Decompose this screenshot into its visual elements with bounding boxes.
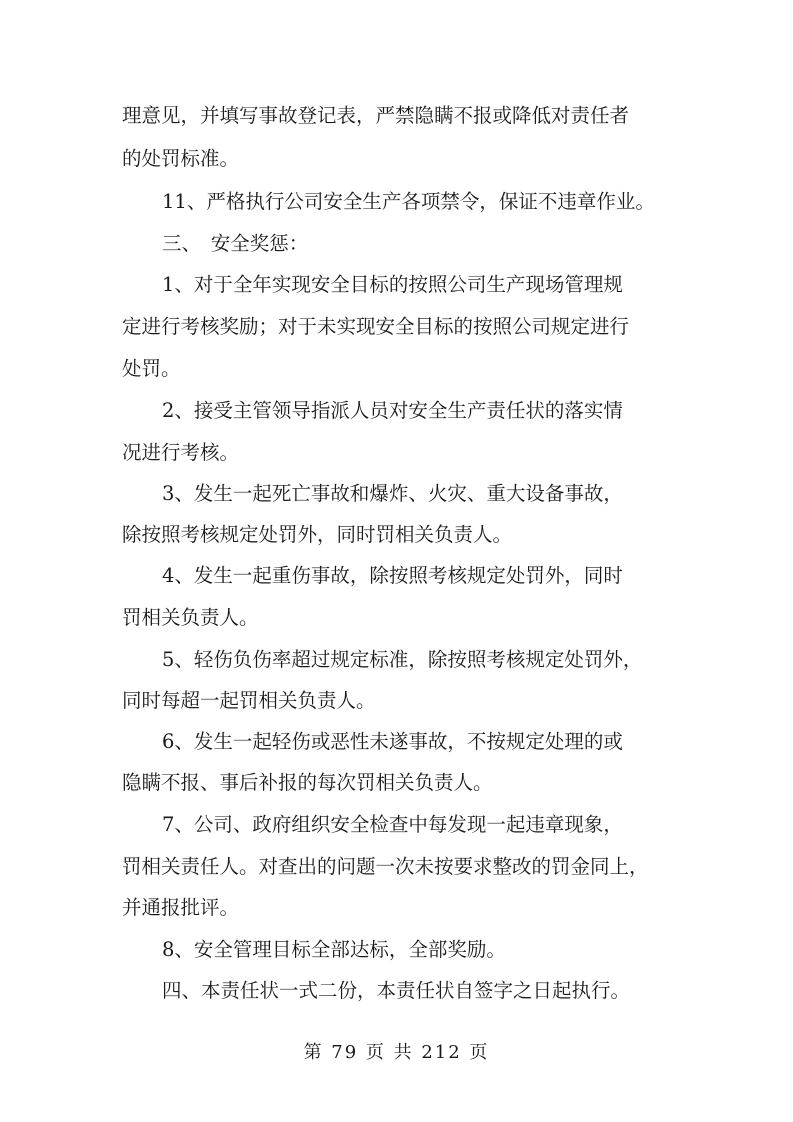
body-text-line: 并通报批评。 [122,896,240,919]
body-text-line: 2、接受主管领导指派人员对安全生产责任状的落实情 [162,399,623,422]
body-text-line: 的处罚标准。 [122,147,240,170]
body-text-line: 四、本责任状一式二份，本责任状自签字之日起执行。 [162,979,631,1002]
body-text-line: 同时每超一起罚相关负责人。 [122,689,376,712]
body-text-line: 1、对于全年实现安全目标的按照公司生产现场管理规 [162,273,623,296]
body-text-line: 3、发生一起死亡事故和爆炸、火灾、重大设备事故， [162,482,623,505]
body-text-line: 定进行考核奖励；对于未实现安全目标的按照公司规定进行 [122,315,630,338]
page-number-footer: 第 79 页 共 212 页 [303,1042,490,1063]
body-text-line: 5、轻伤负伤率超过规定标准，除按照考核规定处罚外， [162,648,643,671]
body-text-line: 7、公司、政府组织安全检查中每发现一起违章现象， [162,813,623,836]
body-text-line: 罚相关负责人。 [122,606,259,629]
body-text-line: 8、安全管理目标全部达标，全部奖励。 [162,938,506,961]
section-heading: 三、 安全奖惩： [162,232,309,255]
body-text-line: 况进行考核。 [122,441,240,464]
body-text-line: 罚相关责任人。对查出的问题一次未按要求整改的罚金同上， [122,855,649,878]
body-text-line: 处罚。 [122,357,181,380]
body-text-line: 11、严格执行公司安全生产各项禁令，保证不违章作业。 [162,190,655,213]
body-text-line: 4、发生一起重伤事故，除按照考核规定处罚外，同时 [162,564,623,587]
body-text-line: 隐瞒不报、事后补报的每次罚相关负责人。 [122,771,493,794]
body-text-line: 6、发生一起轻伤或恶性未遂事故，不按规定处理的或 [162,730,623,753]
body-text-line: 理意见，并填写事故登记表，严禁隐瞒不报或降低对责任者 [122,104,630,127]
body-text-line: 除按照考核规定处罚外，同时罚相关负责人。 [122,523,513,546]
